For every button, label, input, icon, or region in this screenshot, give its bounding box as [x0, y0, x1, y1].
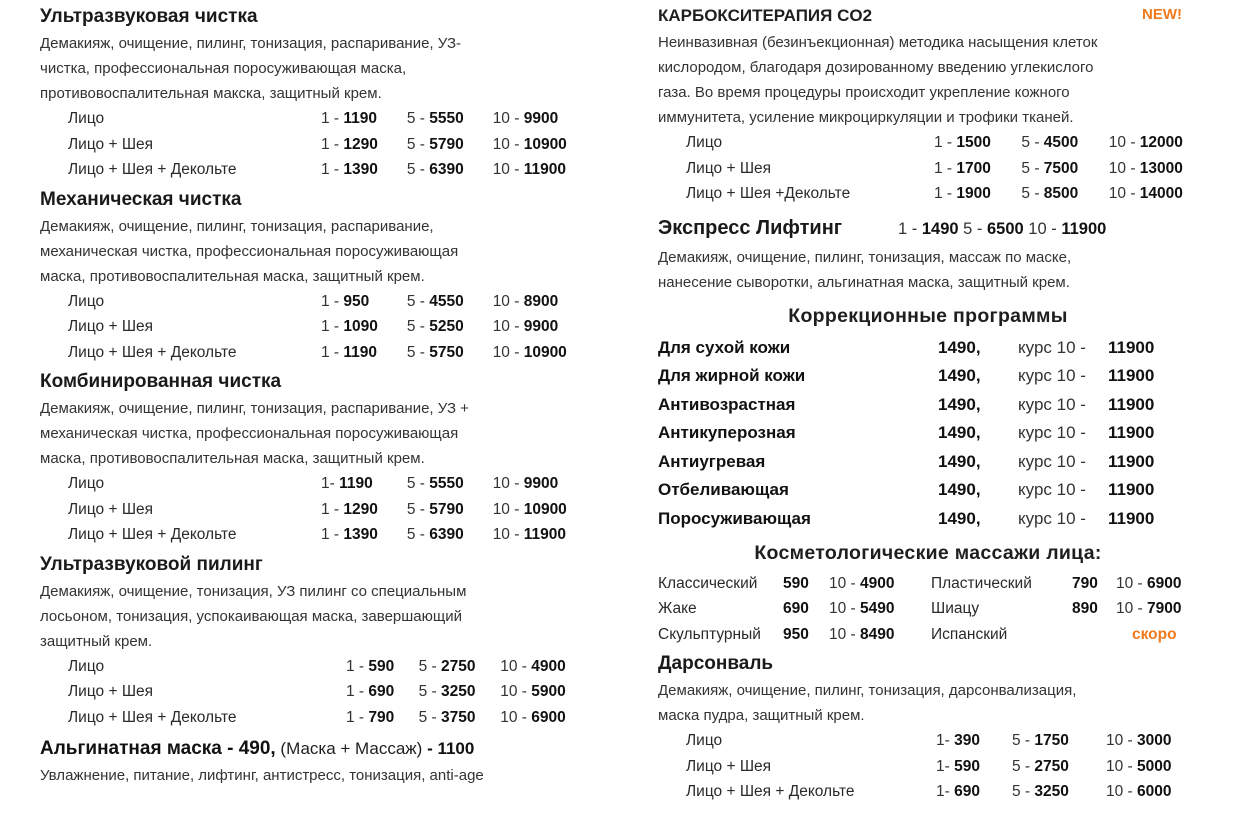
- count-label: 10 -: [492, 475, 524, 492]
- price-value: 1390: [343, 526, 378, 543]
- count-label: 10 -: [492, 135, 524, 153]
- right-column: [658, 0, 1218, 805]
- program-row: [658, 334, 1218, 363]
- count-label: 1 -: [934, 185, 957, 202]
- program-name: Антивозрастная: [658, 394, 796, 414]
- count-label: 5 -: [1012, 757, 1035, 775]
- price-value: 690: [954, 783, 980, 801]
- count-label: 10 -: [492, 526, 524, 543]
- program-name: Для жирной кожи: [658, 366, 806, 386]
- zone-label: Лицо + Шея: [686, 159, 772, 177]
- program-price: 1490,: [938, 366, 981, 386]
- section-title: Ультразвуковой пилинг: [40, 553, 263, 575]
- price-value: 1290: [343, 135, 378, 153]
- zone-label: Лицо + Шея + Декольте: [68, 161, 237, 178]
- count-label: 1 -: [346, 683, 369, 700]
- program-row: [658, 448, 1218, 477]
- price-row: [40, 705, 600, 731]
- zone-label: Лицо: [68, 292, 105, 310]
- price-value: 1490: [921, 219, 959, 238]
- price-value: 950: [343, 292, 370, 310]
- course-label: 10 -: [829, 600, 861, 618]
- price-value: 7500: [1043, 159, 1079, 177]
- zone-label: Лицо + Шея: [686, 757, 772, 775]
- price-value: 9900: [523, 110, 559, 127]
- count-label: 5 -: [406, 526, 430, 543]
- count-label: 10 -: [492, 161, 524, 178]
- price-value: 2750: [1034, 757, 1069, 775]
- count-label: 1 -: [321, 318, 344, 335]
- price-value: 1500: [956, 134, 991, 151]
- price-value: 3250: [1034, 783, 1069, 801]
- course-price: 11900: [1108, 366, 1155, 386]
- course-label: курс 10 -: [1018, 394, 1086, 414]
- price-value: 6390: [429, 526, 464, 543]
- section-correction-programs: [658, 305, 1218, 534]
- course-label: 10 -: [1116, 574, 1148, 592]
- program-price: 1490,: [938, 451, 981, 471]
- course-label: курс 10 -: [1018, 451, 1086, 471]
- massage-price: 590: [783, 574, 809, 592]
- price-row: [40, 471, 600, 497]
- price-row: [658, 130, 1218, 156]
- zone-label: Лицо: [68, 475, 105, 492]
- section-title: Ультразвуковая чистка: [40, 6, 258, 27]
- price-value: 1290: [343, 500, 378, 518]
- count-label: 1 -: [321, 161, 344, 178]
- program-name: Антиугревая: [658, 451, 766, 471]
- program-row: [658, 476, 1218, 505]
- price-value: 390: [954, 732, 980, 750]
- count-label: 10 -: [500, 708, 532, 726]
- count-label: 10 -: [1023, 219, 1062, 238]
- price-value: 5750: [429, 343, 464, 361]
- price-value: 1700: [956, 159, 991, 177]
- count-label: 1 -: [321, 343, 344, 361]
- zone-label: Лицо: [68, 657, 105, 675]
- count-label: 10 -: [500, 657, 532, 675]
- section-title: Экспресс Лифтинг: [658, 216, 843, 239]
- zone-label: Лицо: [68, 110, 105, 127]
- section-description: Демакияж, очищение, пилинг, тонизация, дарсонвализация, маска пудра, защитный крем.: [658, 682, 1077, 725]
- price-value: 5900: [531, 683, 566, 700]
- price-value: 3750: [440, 708, 476, 726]
- count-label: 1 -: [321, 135, 344, 153]
- section-express-lifting: [658, 217, 1218, 295]
- alginate-heading: [40, 738, 600, 760]
- price-value: 9900: [523, 475, 559, 492]
- count-label: 5 -: [406, 292, 430, 310]
- section-title: Механическая чистка: [40, 188, 242, 210]
- price-value: 9900: [523, 318, 559, 335]
- price-value: 11900: [523, 161, 566, 178]
- price-value: 11900: [523, 526, 566, 543]
- price-value: 6500: [987, 219, 1024, 238]
- price-value: 1750: [1034, 732, 1069, 750]
- price-value: 790: [368, 708, 395, 726]
- price-value: 1390: [343, 161, 378, 178]
- count-label: 1-: [936, 732, 955, 750]
- price-row: [658, 156, 1218, 182]
- count-label: 1 -: [321, 526, 344, 543]
- course-price: 7900: [1147, 600, 1182, 618]
- express-heading-row: [658, 217, 1218, 239]
- price-list: [658, 130, 1218, 207]
- section-title: Альгинатная маска - 490,: [40, 738, 276, 759]
- massage-price: 690: [783, 600, 809, 618]
- section-description: Увлажнение, питание, лифтинг, антистресс, тонизация, anti-age: [40, 767, 484, 784]
- massage-row: [658, 571, 1218, 597]
- course-label: 10 -: [829, 574, 861, 592]
- price-list: [40, 471, 600, 548]
- count-label: 5 -: [958, 219, 987, 238]
- price-row: [40, 497, 600, 523]
- course-price: 4900: [860, 574, 895, 592]
- price-value: 1190: [343, 343, 378, 361]
- price-row: [658, 728, 1218, 754]
- count-label: 1-: [936, 783, 955, 801]
- price-value: 10900: [523, 135, 567, 153]
- course-price: 11900: [1108, 337, 1155, 357]
- course-label: курс 10 -: [1018, 423, 1086, 443]
- price-value: 4550: [429, 292, 464, 310]
- count-label: 5 -: [406, 475, 430, 492]
- price-list: [40, 654, 600, 731]
- section-darsonval: [658, 653, 1218, 805]
- program-price: 1490,: [938, 480, 981, 500]
- count-label: 10 -: [492, 343, 524, 361]
- course-price: 11900: [1108, 509, 1155, 529]
- count-label: 5 -: [1012, 732, 1035, 750]
- massage-row: [658, 596, 1218, 622]
- price-row: [40, 679, 600, 705]
- count-label: 5 -: [418, 657, 441, 675]
- price-value: 3250: [440, 683, 476, 700]
- count-label: 1-: [321, 475, 340, 492]
- price-value: 12000: [1139, 134, 1183, 151]
- course-label: курс 10 -: [1018, 509, 1086, 529]
- price-row: [40, 106, 600, 132]
- price-list: [658, 728, 1218, 805]
- section-alginate-mask: [40, 738, 600, 788]
- zone-label: Лицо + Шея + Декольте: [68, 526, 237, 543]
- massage-name: Пластический: [931, 574, 1032, 592]
- count-label: 10 -: [500, 683, 532, 700]
- count-label: 10 -: [492, 292, 524, 310]
- price-row: [40, 340, 600, 366]
- count-label: 10 -: [492, 318, 524, 335]
- price-value: 8900: [523, 292, 559, 310]
- price-value: 1900: [956, 185, 991, 202]
- course-price: 11900: [1108, 423, 1155, 443]
- count-label: 5 -: [406, 135, 430, 153]
- course-price: 5490: [860, 600, 895, 618]
- price-value: 3000: [1137, 732, 1172, 750]
- section-description: Демакияж, очищение, тонизация, УЗ пилинг со специальным лосьоном, тонизация, успокаивающая маска, завершающий защитный крем.: [40, 582, 467, 650]
- section-title: Косметологические массажи лица:: [754, 541, 1102, 564]
- price-value: 590: [368, 657, 395, 675]
- massage-name: Шиацу: [931, 600, 980, 618]
- zone-label: Лицо: [686, 134, 723, 151]
- count-label: 10 -: [492, 110, 524, 127]
- program-row: [658, 362, 1218, 391]
- count-label: 1 -: [898, 219, 922, 238]
- course-price: 11900: [1108, 394, 1155, 414]
- price-row: [40, 522, 600, 548]
- price-row: [40, 157, 600, 183]
- price-value: 1090: [343, 318, 378, 335]
- price-row: [40, 132, 600, 158]
- zone-label: Лицо: [686, 732, 723, 750]
- massage-name: Испанский: [931, 625, 1008, 643]
- course-price: 11900: [1108, 451, 1155, 471]
- section-description: Демакияж, очищение, пилинг, тонизация, массаж по маске, нанесение сыворотки, альгинатная маска, защитный крем.: [658, 248, 1072, 291]
- massage-row: [658, 622, 1218, 648]
- course-label: курс 10 -: [1018, 337, 1086, 357]
- program-price: 1490,: [938, 509, 981, 529]
- count-label: 5 -: [1021, 159, 1044, 177]
- price-value: 5550: [429, 475, 464, 492]
- section-face-massages: [658, 542, 1218, 648]
- count-label: 1 -: [321, 292, 344, 310]
- massage-name: Жаке: [658, 600, 697, 618]
- price-value: 8500: [1043, 185, 1079, 202]
- section-title: Коррекционные программы: [788, 304, 1068, 327]
- count-label: 5 -: [406, 161, 430, 178]
- section-description: Демакияж, очищение, пилинг, тонизация, распаривание, УЗ + механическая чистка, профессиональная поросуживающая маска, противовоспалительная маска, защитный крем.: [40, 400, 469, 467]
- section-ultrasound-cleaning: [40, 6, 600, 183]
- count-label: 5 -: [418, 708, 441, 726]
- section-title: Дарсонваль: [658, 653, 774, 675]
- count-label: 5 -: [1021, 185, 1044, 202]
- price-value: 5790: [429, 500, 464, 518]
- price-value: 4500: [1043, 134, 1079, 151]
- price-value: 590: [954, 757, 980, 775]
- price-value: 13000: [1139, 159, 1183, 177]
- price-value: 5000: [1137, 757, 1172, 775]
- zone-label: Лицо + Шея + Декольте: [68, 343, 237, 361]
- count-label: 1 -: [934, 134, 957, 151]
- price-value: 10900: [523, 500, 567, 518]
- massage-price: 790: [1072, 574, 1098, 592]
- program-row: [658, 419, 1218, 448]
- price-value: 690: [368, 683, 395, 700]
- count-label: 5 -: [406, 343, 430, 361]
- new-badge: NEW!: [1142, 6, 1182, 23]
- section-description: Демакияж, очищение, пилинг, тонизация, распаривание, УЗ- чистка, профессиональная поросуживающая маска, противовоспалительная макска, защитный крем.: [40, 35, 462, 102]
- alginate-price: - 1100: [427, 739, 475, 758]
- price-row: [658, 754, 1218, 780]
- zone-label: Лицо + Шея: [68, 318, 154, 335]
- price-value: 1190: [339, 475, 373, 492]
- count-label: 1 -: [934, 159, 957, 177]
- massage-name: Классический: [658, 574, 758, 592]
- price-value: 14000: [1139, 185, 1183, 202]
- program-name: Отбеливающая: [658, 480, 789, 500]
- zone-label: Лицо + Шея: [68, 683, 154, 700]
- price-row: [40, 314, 600, 340]
- course-label: 10 -: [829, 625, 861, 643]
- price-value: 6390: [429, 161, 464, 178]
- count-label: 1-: [936, 757, 955, 775]
- program-row: [658, 391, 1218, 420]
- section-title: КАРБОКСИТЕРАПИЯ CO2: [658, 6, 873, 25]
- price-value: 11900: [1061, 219, 1107, 238]
- count-label: 10 -: [1108, 159, 1140, 177]
- price-value: 4900: [531, 657, 566, 675]
- massage-price: 950: [783, 625, 809, 643]
- price-row: [658, 779, 1218, 805]
- price-value: 5250: [429, 318, 464, 335]
- count-label: 5 -: [1012, 783, 1035, 801]
- section-description: Неинвазивная (безинъекционная) методика насыщения клеток кислородом, благодаря дозированному введению углекислого газа. Во время процедуры происходит укрепление кожного иммунитета, усиление микроциркуляции и трофики тканей.: [658, 34, 1098, 126]
- coming-soon-label: скоро: [1132, 625, 1177, 643]
- course-price: 8490: [860, 625, 895, 643]
- price-value: 6000: [1137, 783, 1172, 801]
- count-label: 1 -: [321, 500, 344, 518]
- program-price: 1490,: [938, 394, 981, 414]
- program-price: 1490,: [938, 423, 981, 443]
- count-label: 5 -: [406, 500, 430, 518]
- massage-price: 890: [1072, 600, 1098, 618]
- program-name: Поросуживающая: [658, 509, 811, 529]
- section-carboxytherapy: [658, 6, 1218, 207]
- program-name: Антикуперозная: [658, 423, 796, 443]
- price-value: 2750: [440, 657, 476, 675]
- course-label: курс 10 -: [1018, 366, 1086, 386]
- course-label: 10 -: [1116, 600, 1148, 618]
- price-value: 5790: [429, 135, 464, 153]
- count-label: 10 -: [492, 500, 524, 518]
- count-label: 1 -: [346, 708, 369, 726]
- price-row: [40, 289, 600, 315]
- program-list: [658, 334, 1218, 534]
- section-mechanical-cleaning: [40, 189, 600, 366]
- program-row: [658, 505, 1218, 534]
- price-value: 10900: [523, 343, 567, 361]
- count-label: 1 -: [346, 657, 369, 675]
- count-label: 10 -: [1106, 757, 1138, 775]
- price-value: 1190: [343, 110, 378, 127]
- zone-label: Лицо + Шея +Декольте: [686, 185, 851, 202]
- zone-label: Лицо + Шея: [68, 500, 154, 518]
- price-list: [40, 106, 600, 183]
- count-label: 5 -: [406, 110, 430, 127]
- left-column: [40, 0, 600, 788]
- price-value: 6900: [531, 708, 566, 726]
- alginate-extra: (Маска + Массаж): [275, 739, 428, 758]
- count-label: 10 -: [1108, 185, 1140, 202]
- count-label: 10 -: [1106, 783, 1138, 801]
- count-label: 1 -: [321, 110, 344, 127]
- price-value: 5550: [429, 110, 464, 127]
- zone-label: Лицо + Шея + Декольте: [68, 708, 237, 726]
- price-list: [40, 289, 600, 366]
- section-combined-cleaning: [40, 371, 600, 548]
- count-label: 10 -: [1108, 134, 1140, 151]
- count-label: 5 -: [418, 683, 441, 700]
- price-row: [40, 654, 600, 680]
- count-label: 10 -: [1106, 732, 1138, 750]
- program-price: 1490,: [938, 337, 981, 357]
- price-row: [658, 181, 1218, 207]
- massage-list: [658, 571, 1218, 648]
- count-label: 5 -: [1021, 134, 1044, 151]
- course-price: 11900: [1108, 480, 1155, 500]
- count-label: 5 -: [406, 318, 430, 335]
- section-title: Комбинированная чистка: [40, 371, 282, 392]
- program-name: Для сухой кожи: [658, 337, 791, 357]
- course-label: курс 10 -: [1018, 480, 1086, 500]
- massage-name: Скульптурный: [658, 625, 761, 643]
- zone-label: Лицо + Шея + Декольте: [686, 783, 855, 801]
- section-description: Демакияж, очищение, пилинг, тонизация, распаривание, механическая чистка, профессиональная поросуживающая маска, противовоспалительная маска, защитный крем.: [40, 217, 459, 285]
- zone-label: Лицо + Шея: [68, 135, 154, 153]
- section-ultrasound-peeling: [40, 554, 600, 731]
- course-price: 6900: [1147, 574, 1182, 592]
